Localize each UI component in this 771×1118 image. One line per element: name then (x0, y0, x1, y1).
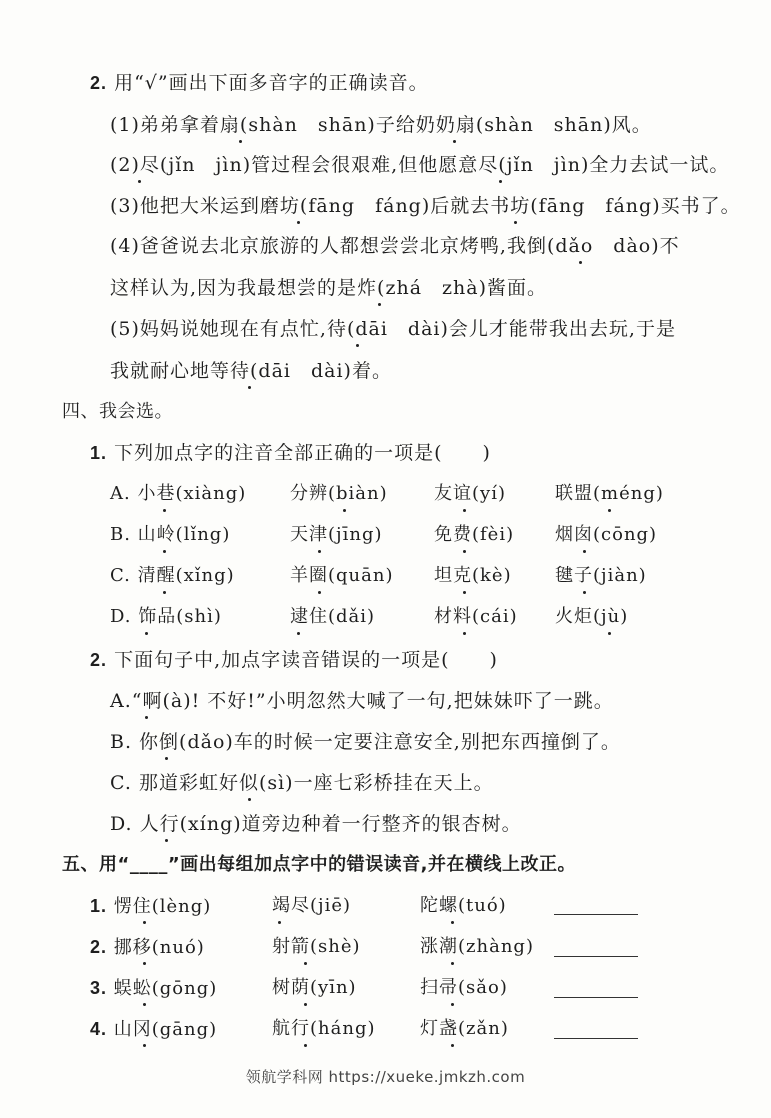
emphasis-dot (378, 303, 381, 306)
s5-row-2 (90, 934, 205, 961)
emphasis-dot (514, 221, 517, 224)
emphasis-dot (163, 509, 166, 512)
emphasis-dot (608, 509, 611, 512)
emphasis-dot (356, 344, 359, 347)
emphasis-dot (278, 921, 281, 924)
choice-a-3: 友谊(yí) (434, 483, 506, 504)
answer-line-1[interactable] (554, 914, 638, 915)
question-number: 2. (90, 73, 108, 93)
choice-d-2: 逮住(dǎi) (290, 606, 376, 627)
emphasis-dot (165, 757, 168, 760)
emphasis-dot (248, 386, 251, 389)
emphasis-dot (463, 591, 466, 594)
s5-row-3-word-b: 树荫(yīn) (272, 977, 357, 998)
choice-a-1: A. 小巷(xiàng) (110, 483, 247, 504)
emphasis-dot (304, 962, 307, 965)
polyphone-line-2: (2)尽(jǐn jìn)管过程会很艰难,但他愿意尽(jǐn jìn)全力去试一试。 (110, 154, 730, 176)
emphasis-dot (138, 180, 141, 183)
polyphone-line-5b: 我就耐心地等待(dāi dài)着。 (110, 360, 392, 382)
section-5-heading: 五、用“____”画出每组加点字中的错误读音,并在横线上改正。 (62, 854, 576, 875)
polyphone-line-1: (1)弟弟拿着扇(shàn shān)子给奶奶扇(shàn shān)风。 (110, 114, 652, 136)
q2-option-b: B. 你倒(dǎo)车的时候一定要注意安全,别把东西撞倒了。 (110, 731, 621, 753)
emphasis-dot (451, 921, 454, 924)
s5-row-1 (90, 893, 211, 920)
word-a: 愣住(lèng) (113, 896, 212, 917)
s5-row-2-word-c: 涨潮(zhàng) (420, 936, 534, 957)
emphasis-dot (499, 180, 502, 183)
emphasis-dot (451, 1044, 454, 1047)
emphasis-dot (583, 591, 586, 594)
choice-b-4: 烟囱(cōng) (555, 524, 658, 545)
answer-line-3[interactable] (554, 997, 638, 998)
emphasis-dot (463, 550, 466, 553)
row-number: 3. (90, 978, 108, 998)
question-number: 1. (90, 443, 108, 463)
choice-c-2: 羊圈(quān) (290, 565, 394, 586)
emphasis-dot (143, 921, 146, 924)
question-number: 2. (90, 650, 108, 670)
question-text: 用“√”画出下面多音字的正确读音。 (114, 72, 429, 94)
question-text: 下面句子中,加点字读音错误的一项是( ) (114, 649, 498, 671)
s5-row-4-word-c: 灯盏(zǎn) (420, 1018, 509, 1039)
emphasis-dot (463, 509, 466, 512)
row-number: 2. (90, 937, 108, 957)
choice-c-4: 毽子(jiàn) (555, 565, 647, 586)
choice-b-3: 免费(fèi) (434, 524, 515, 545)
polyphone-line-5a: (5)妈妈说她现在有点忙,待(dāi dài)会儿才能带我出去玩,于是 (110, 318, 676, 340)
emphasis-dot (143, 962, 146, 965)
q2-option-c: C. 那道彩虹好似(sì)一座七彩桥挂在天上。 (110, 772, 494, 794)
answer-line-4[interactable] (554, 1038, 638, 1039)
q2-option-d: D. 人行(xíng)道旁边种着一行整齐的银杏树。 (110, 813, 522, 835)
emphasis-dot (579, 261, 582, 264)
emphasis-dot (297, 632, 300, 635)
emphasis-dot (318, 591, 321, 594)
emphasis-dot (143, 1044, 146, 1047)
emphasis-dot (608, 632, 611, 635)
question-2-title (90, 70, 429, 96)
choice-b-2: 天津(jīng) (290, 524, 383, 545)
choice-c-3: 坦克(kè) (434, 565, 512, 586)
q2-option-a: A.“啊(à)! 不好!”小明忽然大喊了一句,把妹妹吓了一跳。 (110, 690, 614, 712)
row-number: 4. (90, 1019, 108, 1039)
choice-b-1: B. 山岭(lǐng) (110, 524, 231, 545)
emphasis-dot (318, 550, 321, 553)
question-text: 下列加点字的注音全部正确的一项是( ) (114, 442, 491, 464)
choice-d-4: 火炬(jù) (555, 606, 629, 627)
choice-a-2: 分辨(biàn) (290, 483, 388, 504)
choice-c-1: C. 清醒(xǐng) (110, 565, 235, 586)
choice-a-4: 联盟(méng) (555, 483, 664, 504)
footer-watermark[interactable]: 领航学科网 https://xueke.jmkzh.com (245, 1068, 526, 1086)
polyphone-line-4b: 这样认为,因为我最想尝的是炸(zhá zhà)酱面。 (110, 277, 548, 299)
emphasis-dot (583, 550, 586, 553)
s5-row-4 (90, 1016, 217, 1043)
row-number: 1. (90, 896, 108, 916)
s5-row-4-word-b: 航行(háng) (272, 1018, 376, 1039)
emphasis-dot (143, 1003, 146, 1006)
word-a: 山冈(gāng) (113, 1019, 218, 1040)
section-4-question-1 (90, 440, 491, 466)
s5-row-3 (90, 975, 217, 1002)
word-a: 蜈蚣(gōng) (113, 978, 218, 999)
answer-line-2[interactable] (554, 956, 638, 957)
emphasis-dot (165, 839, 168, 842)
emphasis-dot (239, 140, 242, 143)
s5-row-2-word-b: 射箭(shè) (272, 936, 361, 957)
s5-row-1-word-b: 竭尽(jiē) (272, 895, 352, 916)
s5-row-3-word-c: 扫帚(sǎo) (420, 977, 508, 998)
emphasis-dot (297, 221, 300, 224)
emphasis-dot (304, 1044, 307, 1047)
section-4-question-2 (90, 647, 498, 673)
emphasis-dot (248, 798, 251, 801)
emphasis-dot (343, 509, 346, 512)
s5-row-1-word-c: 陀螺(tuó) (420, 895, 507, 916)
emphasis-dot (145, 632, 148, 635)
emphasis-dot (163, 550, 166, 553)
section-4-heading: 四、我会选。 (62, 401, 173, 422)
word-a: 挪移(nuó) (113, 937, 205, 958)
polyphone-line-3: (3)他把大米运到磨坊(fāng fáng)后就去书坊(fāng fáng)买书了。 (110, 195, 741, 217)
emphasis-dot (163, 591, 166, 594)
polyphone-line-4a: (4)爸爸说去北京旅游的人都想尝尝北京烤鸭,我倒(dǎo dào)不 (110, 235, 680, 257)
choice-d-3: 材料(cái) (434, 606, 518, 627)
emphasis-dot (451, 1003, 454, 1006)
choice-d-1: D. 饰品(shì) (110, 606, 222, 627)
emphasis-dot (453, 140, 456, 143)
emphasis-dot (304, 1003, 307, 1006)
emphasis-dot (463, 632, 466, 635)
emphasis-dot (145, 716, 148, 719)
emphasis-dot (451, 962, 454, 965)
